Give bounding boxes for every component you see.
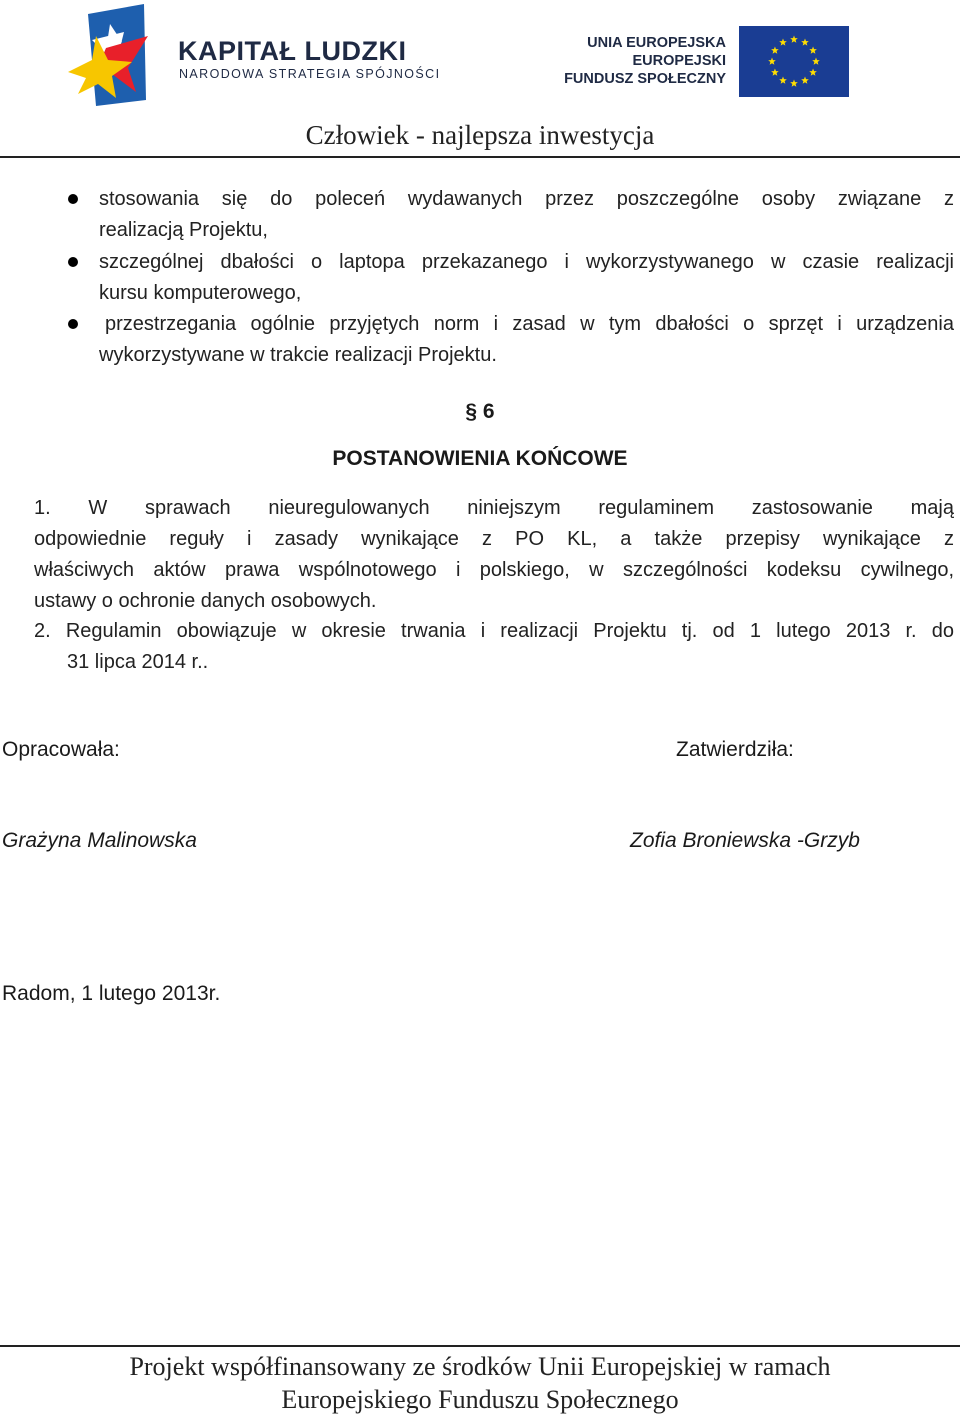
bullet-item (66, 247, 954, 309)
header-motto: Człowiek - najlepsza inwestycja (305, 120, 655, 150)
bullet-line: kursu komputerowego, (99, 282, 302, 304)
provision-item-2 (34, 616, 954, 678)
item-line: ustawy o ochronie danych osobowych. (34, 590, 377, 612)
approved-by-name: Zofia Broniewska -Grzyb (630, 829, 860, 852)
item-line: 31 lipca 2014 r.. (67, 651, 209, 673)
bullet-dot-icon (68, 194, 78, 204)
eu-line-2: EUROPEJSKI (632, 53, 726, 69)
place-date: Radom, 1 lutego 2013r. (2, 982, 221, 1005)
eu-flag-icon (739, 26, 849, 97)
item-line: odpowiednie reguły i zasady wynikające z PO KL, a także przepisy wynikające z (34, 528, 954, 550)
prepared-by-label: Opracowała: (2, 738, 120, 761)
bullet-item (66, 309, 954, 371)
approved-by-label: Zatwierdziła: (676, 738, 794, 761)
bullet-line: wykorzystywane w trakcie realizacji Projektu. (99, 344, 497, 366)
footer-text (0, 1350, 960, 1416)
footer-line-2: Europejskiego Funduszu Społecznego (281, 1385, 679, 1414)
section-title: POSTANOWIENIA KOŃCOWE (332, 447, 628, 470)
logo-title: KAPITAŁ LUDZKI (178, 36, 407, 66)
eu-line-1: UNIA EUROPEJSKA (587, 35, 726, 51)
bullet-dot-icon (68, 319, 78, 329)
eu-line-3: FUNDUSZ SPOŁECZNY (564, 71, 726, 87)
footer-divider (0, 1345, 960, 1347)
bullet-line: stosowania się do poleceń wydawanych przez poszczególne osoby związane z (99, 188, 954, 210)
kapital-ludzki-logo-icon (66, 2, 150, 106)
bullet-item (66, 184, 954, 246)
bullet-line: przestrzegania ogólnie przyjętych norm i zasad w tym dbałości o sprzęt i urządzenia (105, 313, 954, 335)
bullet-dot-icon (68, 257, 78, 267)
eu-fund-label (564, 34, 726, 88)
logo-subtitle: NARODOWA STRATEGIA SPÓJNOŚCI (179, 67, 441, 81)
item-line: 1. W sprawach nieuregulowanych niniejszym regulaminem zastosowanie mają (34, 497, 954, 519)
footer-line-1: Projekt współfinansowany ze środków Unii Europejskiej w ramach (129, 1352, 831, 1381)
section-number: § 6 (465, 400, 495, 423)
prepared-by-name: Grażyna Malinowska (2, 829, 197, 852)
item-line: 2. Regulamin obowiązuje w okresie trwania i realizacji Projektu tj. od 1 lutego 2013 r. do (34, 620, 954, 642)
header-divider (0, 156, 960, 158)
bullet-line: realizacją Projektu, (99, 219, 268, 241)
bullet-line: szczególnej dbałości o laptopa przekazanego i wykorzystywanego w czasie realizacji (99, 251, 954, 273)
item-line: właściwych aktów prawa wspólnotowego i polskiego, w szczególności kodeksu cywilnego, (34, 559, 954, 581)
provision-item-1 (34, 493, 954, 617)
